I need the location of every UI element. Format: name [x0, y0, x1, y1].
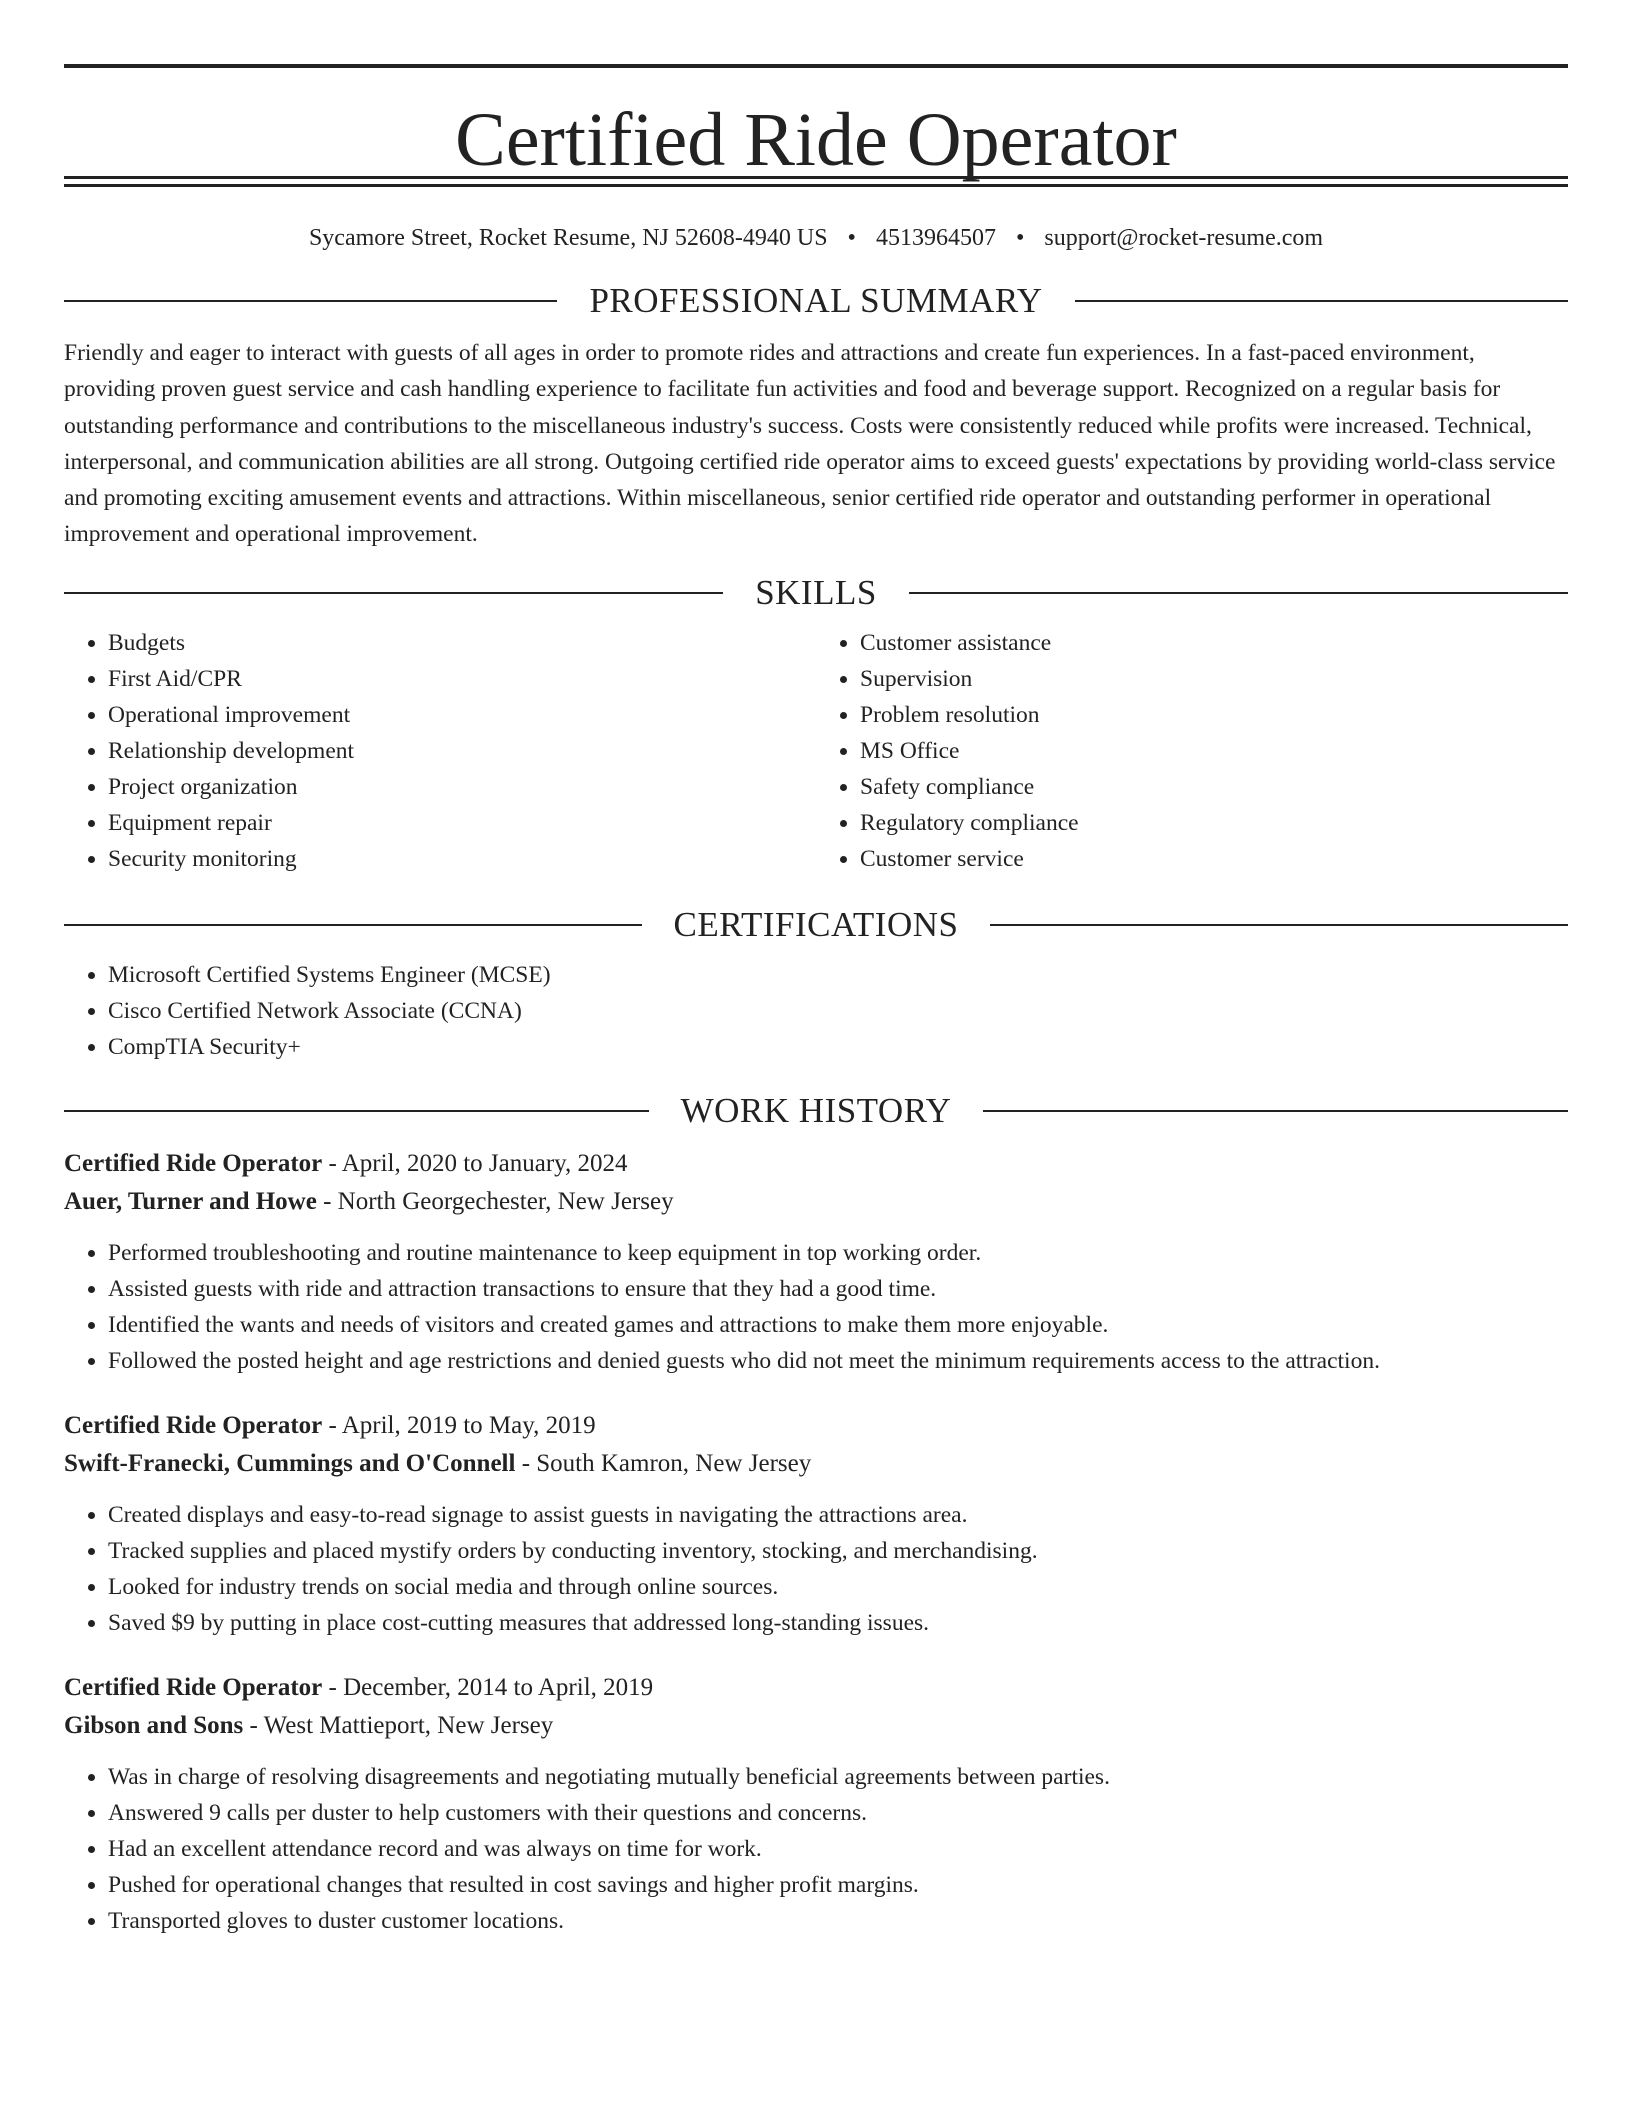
job-bullet: • Answered 9 calls per duster to help customers with their questions and concerns.	[108, 1795, 1568, 1831]
heading-rule-right	[983, 1110, 1568, 1112]
certification-item: • Cisco Certified Network Associate (CCNA)	[108, 993, 1568, 1029]
skill-item: • Equipment repair	[108, 805, 816, 841]
job-bullet: • Saved $9 by putting in place cost-cutting measures that addressed long-standing issues.	[108, 1605, 1568, 1641]
skill-item: • MS Office	[860, 733, 1568, 769]
summary-heading	[64, 281, 1568, 321]
job-title-line	[64, 1145, 1568, 1183]
skill-item: • Supervision	[860, 661, 1568, 697]
job-entry	[64, 1669, 1568, 1939]
summary-heading-label: PROFESSIONAL SUMMARY	[589, 281, 1043, 320]
job-bullet: • Created displays and easy-to-read signage to assist guests in navigating the attractions area.	[108, 1497, 1568, 1533]
job-company: Swift-Franecki, Cummings and O'Connell	[64, 1449, 516, 1477]
resume-page	[64, 64, 1568, 1939]
heading-rule-left	[64, 924, 642, 926]
skill-item: • Project organization	[108, 769, 816, 805]
job-entry	[64, 1145, 1568, 1379]
skill-item: • Safety compliance	[860, 769, 1568, 805]
heading-rule-right	[1075, 300, 1568, 302]
skill-item: • Regulatory compliance	[860, 805, 1568, 841]
skill-item: • Security monitoring	[108, 841, 816, 877]
job-bullet: • Tracked supplies and placed mystify orders by conducting inventory, stocking, and merchandising.	[108, 1533, 1568, 1569]
job-bullets	[64, 1759, 1568, 1939]
job-title: Certified Ride Operator	[64, 1673, 323, 1701]
skill-item: • Customer service	[860, 841, 1568, 877]
job-title: Certified Ride Operator	[64, 1149, 323, 1177]
certifications-heading	[64, 905, 1568, 945]
job-bullet: • Performed troubleshooting and routine maintenance to keep equipment in top working order.	[108, 1235, 1568, 1271]
certification-item: • Microsoft Certified Systems Engineer (MCSE)	[108, 957, 1568, 993]
job-location: - South Kamron, New Jersey	[515, 1449, 812, 1477]
contact-line	[64, 223, 1568, 253]
job-bullet: • Transported gloves to duster customer locations.	[108, 1903, 1568, 1939]
skill-item: • Problem resolution	[860, 697, 1568, 733]
skill-item: • Operational improvement	[108, 697, 816, 733]
job-company-line	[64, 1445, 1568, 1483]
heading-rule-right	[990, 924, 1568, 926]
heading-rule-left	[64, 592, 723, 594]
skills-heading	[64, 573, 1568, 613]
skill-item: • Relationship development	[108, 733, 816, 769]
skills-list-left	[64, 625, 816, 877]
skills-columns	[64, 625, 1568, 877]
job-bullet: • Followed the posted height and age restrictions and denied guests who did not meet the minimum requirements access to the attraction.	[108, 1343, 1568, 1379]
contact-separator: •	[1015, 225, 1025, 251]
contact-phone: 4513964507	[875, 225, 996, 251]
skills-heading-label: SKILLS	[755, 572, 877, 612]
job-bullet: • Was in charge of resolving disagreements and negotiating mutually beneficial agreements between parties.	[108, 1759, 1568, 1795]
job-company: Auer, Turner and Howe	[64, 1187, 317, 1215]
job-bullet: • Had an excellent attendance record and was always on time for work.	[108, 1831, 1568, 1867]
job-location: - West Mattieport, New Jersey	[243, 1711, 554, 1739]
certification-item: • CompTIA Security+	[108, 1029, 1568, 1065]
resume-title: Certified Ride Operator	[455, 98, 1177, 182]
job-title: Certified Ride Operator	[64, 1411, 323, 1439]
job-bullet: • Assisted guests with ride and attraction transactions to ensure that they had a good time.	[108, 1271, 1568, 1307]
job-dates: - April, 2019 to May, 2019	[322, 1411, 596, 1439]
skill-item: • Customer assistance	[860, 625, 1568, 661]
job-bullet: • Identified the wants and needs of visitors and created games and attractions to make them more enjoyable.	[108, 1307, 1568, 1343]
job-entry	[64, 1407, 1568, 1641]
skill-item: • First Aid/CPR	[108, 661, 816, 697]
heading-rule-right	[909, 592, 1568, 594]
certifications-list	[64, 957, 1568, 1065]
job-bullet: • Pushed for operational changes that resulted in cost savings and higher profit margins.	[108, 1867, 1568, 1903]
job-company-line	[64, 1707, 1568, 1745]
job-location: - North Georgechester, New Jersey	[316, 1187, 674, 1215]
contact-separator: •	[847, 225, 856, 251]
job-company-line	[64, 1183, 1568, 1221]
job-bullets	[64, 1497, 1568, 1641]
job-title-line	[64, 1669, 1568, 1707]
job-bullets	[64, 1235, 1568, 1379]
work-history-heading	[64, 1091, 1568, 1131]
job-company: Gibson and Sons	[64, 1711, 244, 1739]
work-history-heading-label: WORK HISTORY	[680, 1090, 952, 1130]
skill-item: • Budgets	[108, 625, 816, 661]
heading-rule-left	[64, 300, 557, 302]
contact-email: support@rocket-resume.com	[1044, 225, 1324, 251]
certifications-heading-label: CERTIFICATIONS	[673, 904, 959, 944]
skills-list-right	[816, 625, 1568, 877]
job-title-line	[64, 1407, 1568, 1445]
job-bullet: • Looked for industry trends on social media and through online sources.	[108, 1569, 1568, 1605]
job-dates: - April, 2020 to January, 2024	[322, 1149, 628, 1177]
contact-address: Sycamore Street, Rocket Resume, NJ 52608-4940 US	[308, 225, 828, 251]
job-dates: - December, 2014 to April, 2019	[322, 1673, 654, 1701]
summary-text: Friendly and eager to interact with guests of all ages in order to promote rides and attractions and create fun experiences. In a fast-paced environment, providing proven guest service and cash handling experience to facilitate fun activities and food and beverage support. Recognized on a regular basis for outstanding performance and contributions to the miscellaneous industry's success. Costs were consistently reduced while profits were increased. Technical, interpersonal, and communication abilities are all strong. Outgoing certified ride operator aims to exceed guests' expectations by providing world-class service and promoting exciting amusement events and attractions. Within miscellaneous, senior certified ride operator and outstanding performer in operational improvement and operational improvement.	[64, 340, 1556, 548]
heading-rule-left	[64, 1110, 649, 1112]
work-history-list	[64, 1145, 1568, 1939]
